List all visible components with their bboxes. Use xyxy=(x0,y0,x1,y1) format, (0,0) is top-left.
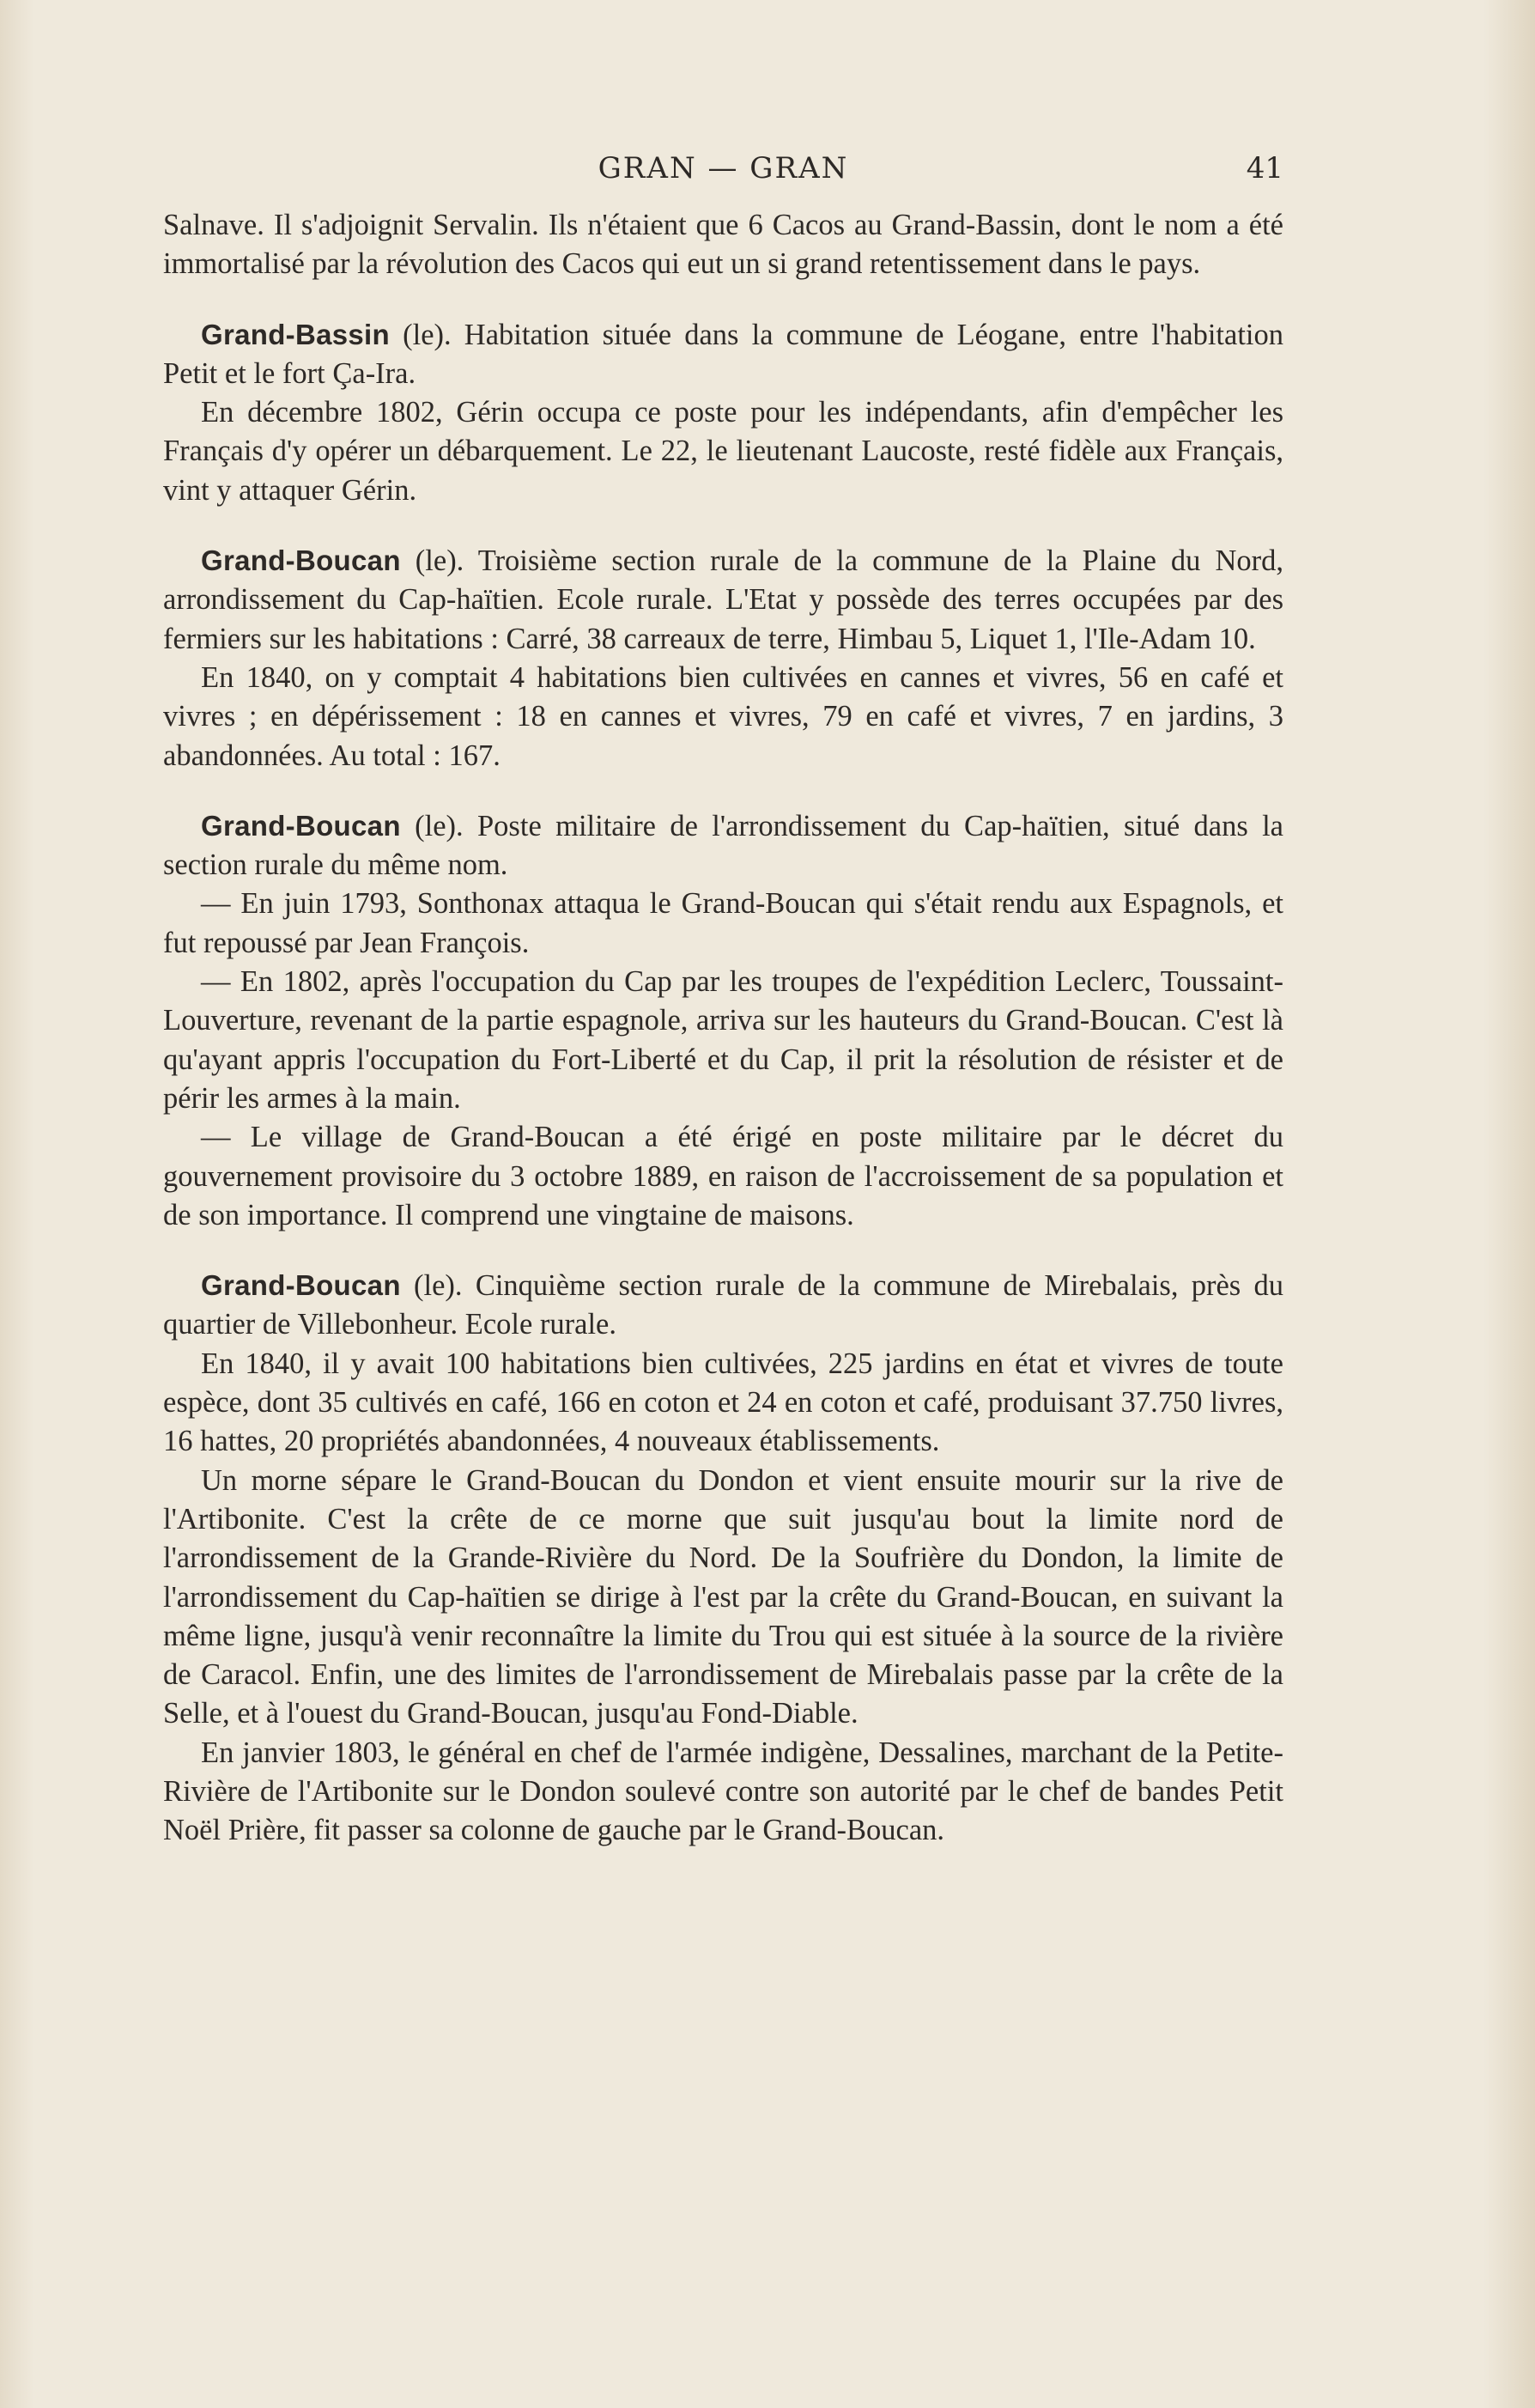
paragraph xyxy=(163,963,1283,1118)
paragraph-text: — En 1802, après l'occupation du Cap par les troupes de l'expédition Leclerc, Toussaint-Louverture, revenant de la partie espagnole, arriva sur les hauteurs du Grand-Boucan. C'est là qu'ayant appris l'occupation du Fort-Liberté et du Cap, il prit la résolution de résister et de périr les armes à la main. xyxy=(163,965,1283,1115)
paragraph xyxy=(163,393,1283,510)
paragraph xyxy=(163,1118,1283,1235)
paragraph xyxy=(163,1734,1283,1851)
paragraph-text: Un morne sépare le Grand-Boucan du Dondon et vient ensuite mourir sur la rive de l'Artibonite. C'est la crête de ce morne que suit jusqu'au bout la limite nord de l'arrondissement de la Grande-Rivière du Nord. De la Soufrière du Dondon, la limite de l'arrondissement du Cap-haïtien se dirige à l'est par la crête du Grand-Boucan, en suivant la même ligne, jusqu'à venir reconnaître la limite du Trou qui est située à la source de la rivière de Caracol. Enfin, une des limites de l'arrondissement de Mirebalais passe par la crête de la Selle, et à l'ouest du Grand-Boucan, jusqu'au Fond-Diable. xyxy=(163,1463,1283,1730)
dictionary-entry xyxy=(163,806,1283,885)
entry-text: (le). Habitation située dans la commune de Léogane, entre l'habitation Petit et le fort Ça-Ira. xyxy=(163,318,1283,390)
page-edge-shadow-right xyxy=(1483,0,1535,2408)
entry-headword: Grand-Bassin xyxy=(201,318,390,350)
entry-text: (le). Cinquième section rurale de la commune de Mirebalais, près du quartier de Villebonheur. Ecole rurale. xyxy=(163,1269,1283,1341)
dictionary-entry xyxy=(163,541,1283,659)
dictionary-entry xyxy=(163,315,1283,394)
page-number: 41 xyxy=(1246,151,1283,185)
paragraph xyxy=(163,1345,1283,1462)
paragraph-text: — Le village de Grand-Boucan a été érigé en poste militaire par le décret du gouvernement provisoire du 3 octobre 1889, en raison de l'accroissement de sa population et de son importance. Il comprend une vingtaine de maisons. xyxy=(163,1121,1283,1231)
body-text xyxy=(163,206,1283,1851)
entry-headword: Grand-Boucan xyxy=(201,544,401,577)
page-header xyxy=(163,151,1283,191)
entry-headword: Grand-Boucan xyxy=(201,809,401,842)
paragraph xyxy=(163,206,1283,284)
paragraph-text: Salnave. Il s'adjoignit Servalin. Ils n'étaient que 6 Cacos au Grand-Bassin, dont le nom a été immortalisé par la révolution des Cacos qui eut un si grand retentissement dans le pays. xyxy=(163,209,1283,281)
paragraph xyxy=(163,659,1283,775)
paragraph-text: En 1840, il y avait 100 habitations bien cultivées, 225 jardins en état et vivres de toute espèce, dont 35 cultivés en café, 166 en coton et 24 en coton et café, produisant 37.750 livres, 16 hattes, 20 propriétés abandonnées, 4 nouveaux établissements. xyxy=(163,1347,1283,1458)
paragraph-text: — En juin 1793, Sonthonax attaqua le Grand-Boucan qui s'était rendu aux Espagnols, et fut repoussé par Jean François. xyxy=(163,887,1283,959)
entry-text: (le). Poste militaire de l'arrondissement du Cap-haïtien, situé dans la section rurale du même nom. xyxy=(163,809,1283,882)
entry-text: (le). Troisième section rurale de la commune de la Plaine du Nord, arrondissement du Cap-haïtien. Ecole rurale. L'Etat y possède des terres occupées par des fermiers sur les habitations : Carré, 38 carreaux de terre, Himbau 5, Liquet 1, l'Ile-Adam 10. xyxy=(163,544,1283,655)
entry-headword: Grand-Boucan xyxy=(201,1269,401,1302)
paragraph-text: En décembre 1802, Gérin occupa ce poste pour les indépendants, afin d'empêcher les Français d'y opérer un débarquement. Le 22, le lieutenant Laucoste, resté fidèle aux Français, vint y attaquer Gérin. xyxy=(163,396,1283,507)
dictionary-entry xyxy=(163,1266,1283,1345)
paragraph xyxy=(163,1462,1283,1734)
paragraph xyxy=(163,885,1283,963)
paragraph-text: En 1840, on y comptait 4 habitations bien cultivées en cannes et vivres, 56 en café et vivres ; en dépérissement : 18 en cannes et vivres, 79 en café et vivres, 7 en jardins, 3 abandonnées. Au total : 167. xyxy=(163,660,1283,772)
paragraph-text: En janvier 1803, le général en chef de l'armée indigène, Dessalines, marchant de la Petite-Rivière de l'Artibonite sur le Dondon soulevé contre son autorité par le chef de bandes Petit Noël Prière, fit passer sa colonne de gauche par le Grand-Boucan. xyxy=(163,1736,1283,1847)
page-edge-shadow-left xyxy=(0,0,34,2408)
running-title: GRAN — GRAN xyxy=(598,151,849,185)
